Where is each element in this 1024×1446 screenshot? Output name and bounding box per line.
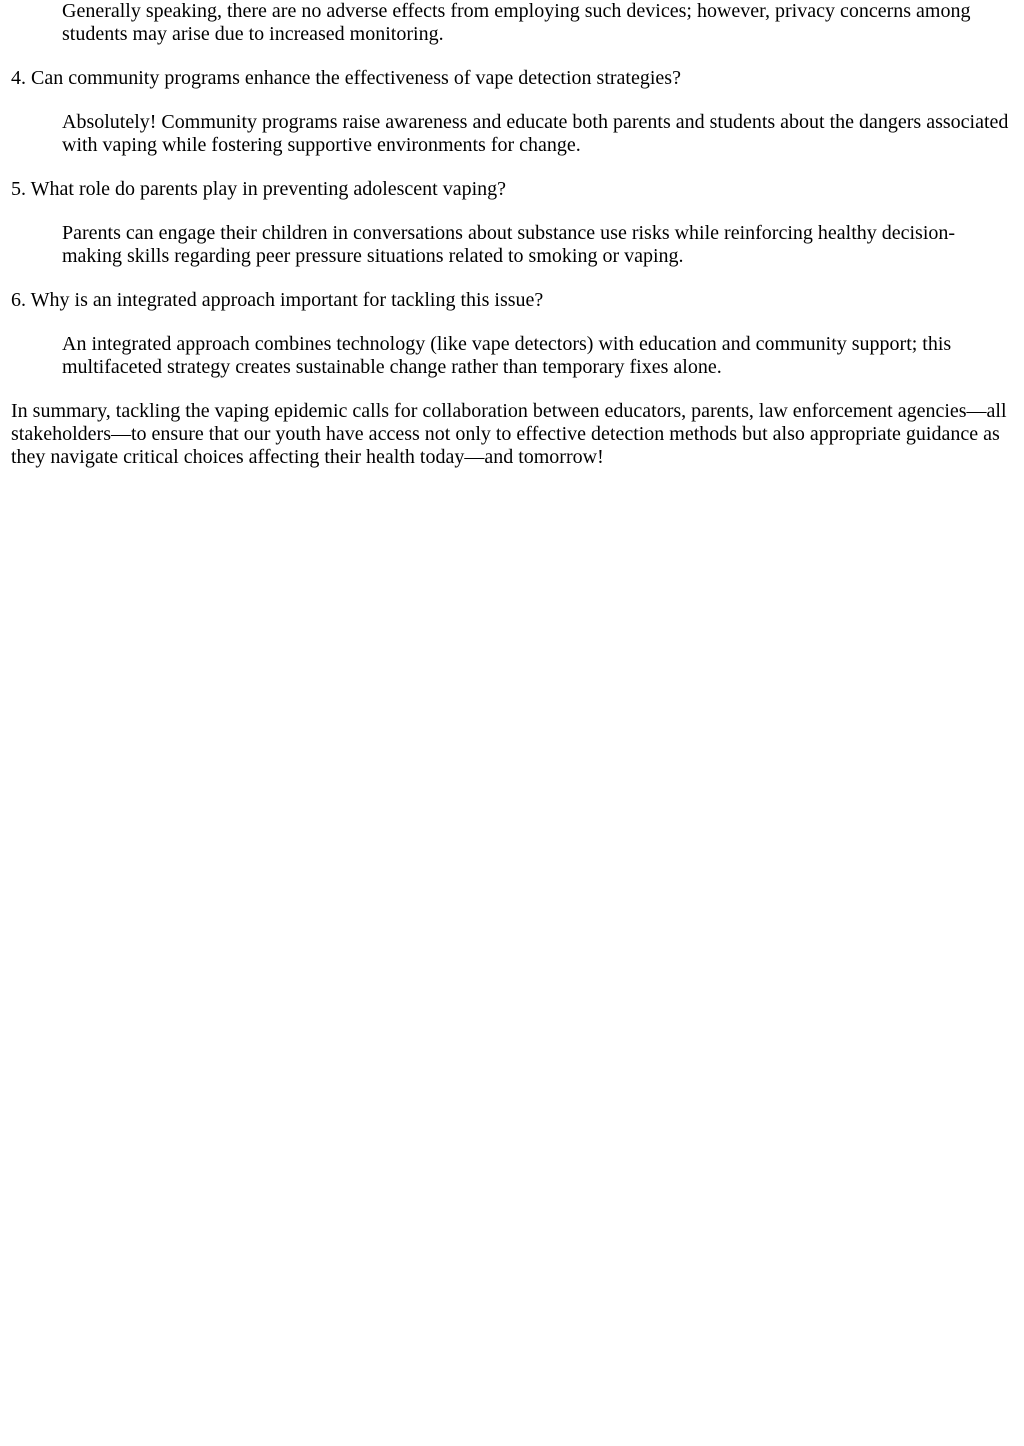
faq-question-5: 5. What role do parents play in preventing adolescent vaping? [11, 178, 507, 200]
faq-question-6: 6. Why is an integrated approach important for tackling this issue? [11, 289, 544, 311]
faq-answer-4: Absolutely! Community programs raise awareness and educate both parents and students about the dangers associated with vaping while fostering supportive environments for change. [62, 111, 1009, 156]
faq-answer-6: An integrated approach combines technology (like vape detectors) with education and community support; this multifaceted strategy creates sustainable change rather than temporary fixes alone. [62, 333, 952, 378]
faq-answer-5: Parents can engage their children in conversations about substance use risks while reinforcing healthy decision-making skills regarding peer pressure situations related to smoking or vaping. [62, 222, 956, 267]
faq-question-4: 4. Can community programs enhance the effectiveness of vape detection strategies? [11, 67, 681, 89]
summary-paragraph: In summary, tackling the vaping epidemic calls for collaboration between educators, parents, law enforcement agencies—all stakeholders—to ensure that our youth have access not only to effective detection methods but also appropriate guidance as they navigate critical choices affecting their health today—and tomorrow! [11, 400, 1007, 468]
faq-answer-3: Generally speaking, there are no adverse effects from employing such devices; however, privacy concerns among students may arise due to increased monitoring. [62, 0, 971, 45]
faq-section [11, 0, 1012, 379]
article-body [0, 0, 1024, 469]
